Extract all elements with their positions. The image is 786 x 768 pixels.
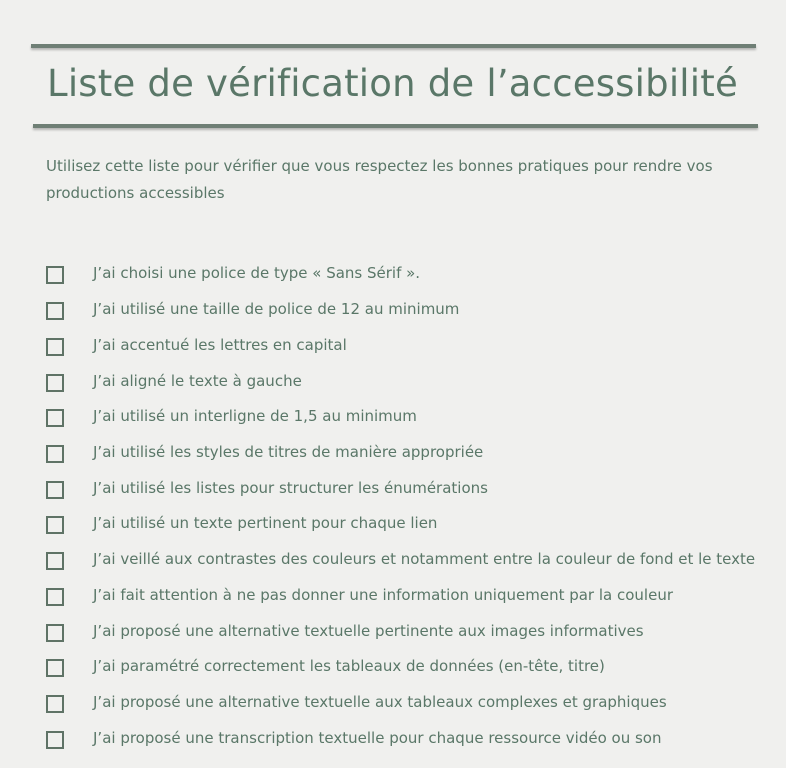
checkbox[interactable]: [46, 552, 64, 570]
checklist-item-label: J’ai utilisé les listes pour structurer les énumérations: [93, 479, 488, 497]
checklist-item: [0, 649, 786, 685]
checklist-item: [0, 542, 786, 578]
checklist-item-label: J’ai paramétré correctement les tableaux de données (en-tête, titre): [93, 657, 605, 675]
checklist-item-label: J’ai fait attention à ne pas donner une information uniquement par la couleur: [93, 586, 673, 604]
checklist-item-label: J’ai utilisé un interligne de 1,5 au minimum: [93, 407, 417, 425]
checklist-item-label: J’ai proposé une alternative textuelle pertinente aux images informatives: [93, 622, 644, 640]
checklist-item: [0, 685, 786, 721]
checklist-item-label: J’ai aligné le texte à gauche: [93, 372, 302, 390]
checklist-item-label: J’ai utilisé un texte pertinent pour chaque lien: [93, 514, 438, 532]
title-top-rule: [31, 44, 756, 48]
checklist-item-label: J’ai utilisé les styles de titres de manière appropriée: [93, 443, 484, 461]
checklist-item: [0, 256, 786, 292]
checkbox[interactable]: [46, 731, 64, 749]
checkbox[interactable]: [46, 481, 64, 499]
checklist-item: [0, 506, 786, 542]
checkbox[interactable]: [46, 695, 64, 713]
checkbox[interactable]: [46, 374, 64, 392]
checklist-item-label: J’ai accentué les lettres en capital: [93, 336, 347, 354]
checklist-item: [0, 328, 786, 364]
checkbox[interactable]: [46, 302, 64, 320]
checkbox[interactable]: [46, 338, 64, 356]
checklist-item: [0, 435, 786, 471]
checklist-item-label: J’ai proposé une alternative textuelle aux tableaux complexes et graphiques: [93, 693, 667, 711]
checkbox[interactable]: [46, 624, 64, 642]
checkbox[interactable]: [46, 266, 64, 284]
checklist-item: [0, 614, 786, 650]
checklist-item: [0, 364, 786, 400]
checkbox[interactable]: [46, 409, 64, 427]
checklist-item-label: J’ai proposé une transcription textuelle pour chaque ressource vidéo ou son: [93, 729, 662, 747]
checkbox[interactable]: [46, 588, 64, 606]
intro-paragraph: Utilisez cette liste pour vérifier que vous respectez les bonnes pratiques pour rendre vos productions accessibles: [46, 157, 713, 202]
page-title: Liste de vérification de l’accessibilité: [47, 62, 738, 105]
checklist-item: [0, 578, 786, 614]
checkbox[interactable]: [46, 516, 64, 534]
checklist-item: [0, 721, 786, 757]
checkbox[interactable]: [46, 659, 64, 677]
checkbox[interactable]: [46, 445, 64, 463]
checklist-item-label: J’ai veillé aux contrastes des couleurs et notamment entre la couleur de fond et le texte: [93, 550, 756, 568]
checklist-item: [0, 471, 786, 507]
checklist-item-label: J’ai utilisé une taille de police de 12 au minimum: [93, 300, 460, 318]
checklist-item-label: J’ai choisi une police de type « Sans Sérif ».: [93, 264, 421, 282]
checklist-item: [0, 292, 786, 328]
checklist-item: [0, 399, 786, 435]
title-bottom-rule: [33, 124, 758, 128]
